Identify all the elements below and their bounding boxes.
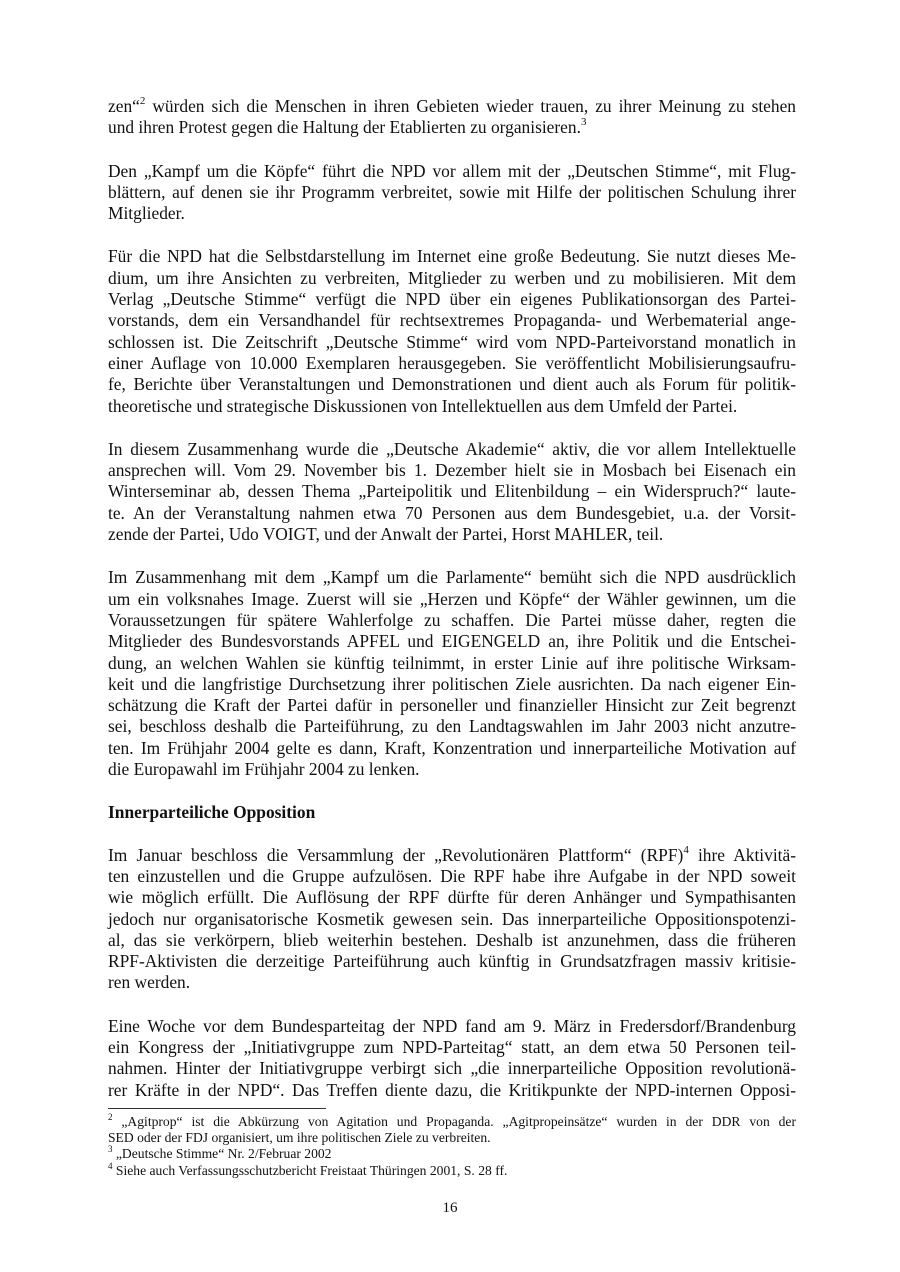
text-line: schlossen ist. Die Zeitschrift „Deutsche Stimme“ wird vom NPD-Parteivorstand monatlich in xyxy=(108,331,796,352)
text-line: ten einzustellen und die Gruppe aufzulösen. Die RPF habe ihre Aufgabe in der NPD soweit xyxy=(108,865,796,886)
section-heading: Innerparteiliche Opposition xyxy=(108,802,316,823)
text-line: sei, beschloss deshalb die Parteiführung, zu den Landtagswahlen im Jahr 2003 nicht anzutre- xyxy=(108,716,796,737)
text-line: ten. Im Frühjahr 2004 gelte es dann, Kraft, Konzentration und innerparteiliche Motivation auf xyxy=(108,737,796,758)
text-line: Im Januar beschloss die Versammlung der „Revolutionären Plattform“ (RPF)$^4$ ihre Aktivitä- xyxy=(108,843,797,865)
footnote-number: 3 xyxy=(108,1144,113,1155)
text-line: und ihren Protest gegen die Haltung der Etablierten zu organisieren.$^3$ xyxy=(108,116,587,138)
text-line: wie möglich erfüllt. Die Auflösung der RPF dürfte für deren Anhänger und Sympathisanten xyxy=(108,887,796,908)
document-body xyxy=(108,96,796,1123)
footnote-3 xyxy=(108,1146,796,1162)
paragraph-5 xyxy=(108,567,796,780)
text-line: al, das sie verkörpern, blieb weiterhin bestehen. Deshalb ist anzunehmen, dass die früheren xyxy=(108,929,796,950)
footnote-ref-3[interactable]: 3 xyxy=(580,116,587,129)
text-line: um ein volksnahes Image. Zuerst will sie „Herzen und Köpfe“ der Wähler gewinnen, um die xyxy=(108,588,796,609)
text-line: fe, Berichte über Veranstaltungen und Demonstrationen und dient auch als Forum für politik- xyxy=(108,374,796,395)
text-line: ein Kongress der „Initiativgruppe zum NPD-Parteitag“ statt, an dem etwa 50 Personen teil- xyxy=(108,1036,796,1057)
footnote-text: „Deutsche Stimme“ Nr. 2/Februar 2002 xyxy=(112,1146,332,1162)
text-line: jedoch nur organisatorische Kosmetik gewesen sein. Das innerparteiliche Oppositionspotenzi- xyxy=(108,908,796,929)
text-line: rer Kräfte in der NPD“. Das Treffen diente dazu, die Kritikpunkte der NPD-internen Opposi- xyxy=(108,1079,796,1100)
footnote-ref-4[interactable]: 4 xyxy=(683,843,689,856)
text-line: vorstands, dem ein Versandhandel für rechtsextremes Propaganda- und Werbematerial ange- xyxy=(108,310,796,331)
text-line: te. An der Veranstaltung nahmen etwa 70 Personen aus dem Bundesgebiet, u.a. der Vorsit- xyxy=(108,502,796,523)
paragraph-3 xyxy=(108,246,796,416)
footnote-number: 2 xyxy=(108,1112,113,1122)
text-line: RPF-Aktivisten die derzeitige Parteiführung auch künftig in Grundsatzfragen massiv kritisie- xyxy=(108,951,796,972)
text-line: ansprechen will. Vom 29. November bis 1. Dezember hielt sie in Mosbach bei Eisenach ein xyxy=(108,460,796,481)
text-line: Verlag „Deutsche Stimme“ verfügt die NPD über ein eigenes Publikationsorgan des Partei- xyxy=(108,289,796,310)
text-line: Mitglieder. xyxy=(108,203,185,224)
footnote-text: SED oder der FDJ organisiert, um ihre politischen Ziele zu verbreiten. xyxy=(108,1130,491,1146)
text-line: theoretische und strategische Diskussionen von Intellektuellen aus dem Umfeld der Partei. xyxy=(108,395,738,416)
text-line: Eine Woche vor dem Bundesparteitag der NPD fand am 9. März in Fredersdorf/Brandenburg xyxy=(108,1015,796,1036)
footnote-4 xyxy=(108,1160,796,1179)
text-line: keit und die langfristige Durchsetzung ihrer politischen Ziele ausrichten. Da nach eigener Ein- xyxy=(108,673,796,694)
footnote-text: Siehe auch Verfassungsschutzbericht Freistaat Thüringen 2001, S. 28 ff. xyxy=(112,1162,508,1178)
footnote-separator xyxy=(108,1108,326,1109)
text-line: Für die NPD hat die Selbstdarstellung im Internet eine große Bedeutung. Sie nutzt dieses Me- xyxy=(108,246,796,267)
footnote-2: $^2$ „Agitprop“ ist die Abkürzung von Agitation und Propaganda. „Agitpropeinsätze“ wurden in der DDR von der SED oder der FDJ organisiert, um ihre politischen Ziele zu verbreiten. xyxy=(108,1112,796,1146)
text-line: Voraussetzungen für spätere Wahlerfolge zu schaffen. Die Partei müsse daher, regten die xyxy=(108,609,796,630)
text-line: Den „Kampf um die Köpfe“ führt die NPD vor allem mit der „Deutschen Stimme“, mit Flug- xyxy=(108,160,796,181)
text-line: dium, um ihre Ansichten zu verbreiten, Mitglieder zu werben und zu mobilisieren. Mit dem xyxy=(108,267,796,288)
paragraph-6 xyxy=(108,845,796,994)
text-line: zende der Partei, Udo VOIGT, und der Anwalt der Partei, Horst MAHLER, teil. xyxy=(108,524,664,545)
paragraph-7 xyxy=(108,1016,796,1101)
paragraph-4 xyxy=(108,439,796,545)
text-line: die Europawahl im Frühjahr 2004 zu lenken. xyxy=(108,759,420,780)
text-line: Im Zusammenhang mit dem „Kampf um die Parlamente“ bemüht sich die NPD ausdrücklich xyxy=(108,567,796,588)
footnotes xyxy=(108,1114,796,1179)
text-line: zen“$^2$ würden sich die Menschen in ihren Gebieten wieder trauen, zu ihrer Meinung zu stehen xyxy=(108,95,796,116)
text-line: blättern, auf denen sie ihr Programm verbreitet, sowie mit Hilfe der politischen Schulung ihrer xyxy=(108,181,796,202)
text-line: nahmen. Hinter der Initiativgruppe verbirgt sich „die innerparteiliche Opposition revolutionä- xyxy=(108,1058,796,1079)
footnote-number: 4 xyxy=(108,1160,113,1171)
paragraph-1 xyxy=(108,96,796,139)
text-line: In diesem Zusammenhang wurde die „Deutsche Akademie“ aktiv, die vor allem Intellektuelle xyxy=(108,438,796,459)
footnote-ref-2[interactable]: 2 xyxy=(139,95,146,107)
page-number: 16 xyxy=(442,1200,458,1216)
paragraph-2 xyxy=(108,161,796,225)
text-line: einer Auflage von 10.000 Exemplaren herausgegeben. Sie veröffentlicht Mobilisierungsaufru- xyxy=(108,352,796,373)
text-line: Mitglieder des Bundesvorstands APFEL und EIGENGELD an, ihre Politik und die Entschei- xyxy=(108,631,796,652)
text-line: ren werden. xyxy=(108,972,191,993)
text-line: schätzung die Kraft der Partei dafür in personeller und finanzieller Hinsicht zur Zeit begrenzt xyxy=(108,695,796,716)
text-line: dung, an welchen Wahlen sie künftig teilnimmt, in erster Linie auf ihre politische Wirksam- xyxy=(108,652,796,673)
text-line: Winterseminar ab, dessen Thema „Parteipolitik und Elitenbildung – ein Widerspruch?“ laute- xyxy=(108,481,796,502)
